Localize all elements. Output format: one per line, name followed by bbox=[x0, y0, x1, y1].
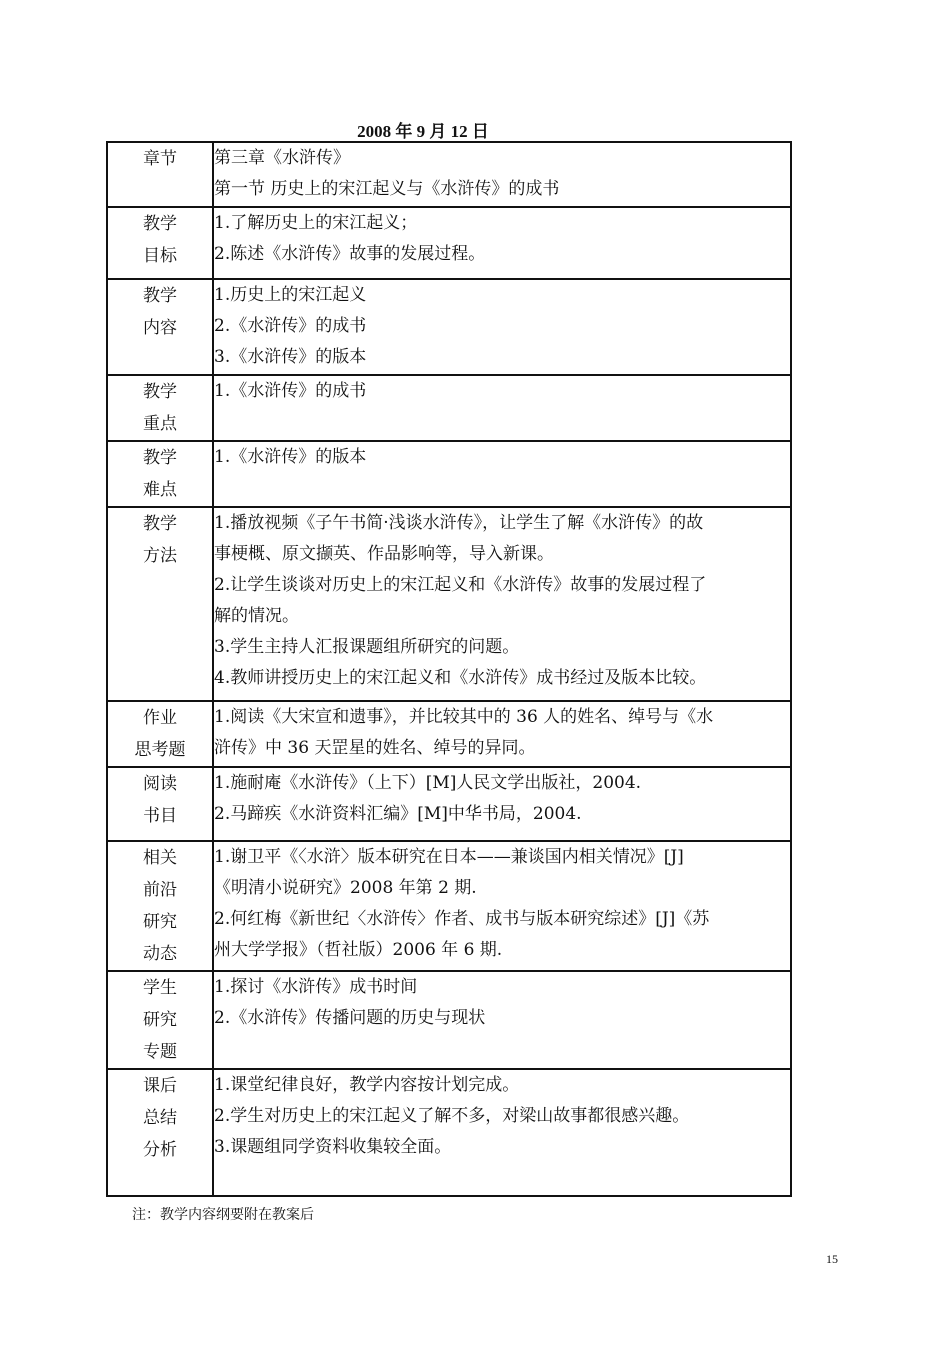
row-content-line: 1.历史上的宋江起义 bbox=[214, 285, 367, 305]
table-row bbox=[107, 375, 791, 441]
row-content bbox=[213, 279, 791, 375]
row-content-line: 1.施耐庵《水浒传》（上下）[M]人民文学出版社，2004. bbox=[214, 773, 642, 793]
row-label bbox=[107, 1069, 213, 1196]
row-content bbox=[213, 207, 791, 279]
row-content bbox=[213, 441, 791, 507]
row-content bbox=[213, 142, 791, 207]
page-number: 15 bbox=[826, 1252, 838, 1266]
row-content-line: 2.马蹄疾《水浒资料汇编》[M]中华书局，2004. bbox=[214, 804, 582, 824]
row-content-line: 《明清小说研究》2008 年第 2 期. bbox=[214, 878, 477, 898]
row-label-line: 研究 bbox=[143, 912, 177, 932]
row-content-line: 1.了解历史上的宋江起义； bbox=[214, 213, 418, 233]
table-row bbox=[107, 1069, 791, 1196]
table-row bbox=[107, 142, 791, 207]
row-content-line: 2.学生对历史上的宋江起义了解不多，对梁山故事都很感兴趣。 bbox=[214, 1106, 690, 1126]
row-label-line: 方法 bbox=[143, 546, 177, 566]
row-content bbox=[213, 701, 791, 767]
row-label bbox=[107, 279, 213, 375]
row-label bbox=[107, 441, 213, 507]
row-content bbox=[213, 767, 791, 841]
row-content-line: 3.课题组同学资料收集较全面。 bbox=[214, 1137, 452, 1157]
row-content-line: 3.《水浒传》的版本 bbox=[214, 347, 367, 367]
row-label-line: 目标 bbox=[143, 246, 177, 266]
row-label-line: 学生 bbox=[143, 978, 177, 998]
row-label-line: 研究 bbox=[143, 1010, 177, 1030]
row-label-line: 相关 bbox=[143, 848, 177, 868]
row-content-line: 2.《水浒传》的成书 bbox=[214, 316, 367, 336]
table-row bbox=[107, 507, 791, 701]
footnote: 注：教学内容纲要附在教案后 bbox=[132, 1207, 314, 1223]
row-label-line: 重点 bbox=[143, 414, 177, 434]
table-row bbox=[107, 971, 791, 1069]
row-content-line: 解的情况。 bbox=[214, 606, 299, 626]
row-content-line: 2.《水浒传》传播问题的历史与现状 bbox=[214, 1008, 486, 1028]
row-content-line: 1.播放视频《子午书简·浅谈水浒传》，让学生了解《水浒传》的故 bbox=[214, 513, 704, 533]
row-content-line: 1.谢卫平《〈水浒〉版本研究在日本——兼谈国内相关情况》[J] bbox=[214, 847, 684, 867]
row-content-line: 1.课堂纪律良好，教学内容按计划完成。 bbox=[214, 1075, 520, 1095]
row-content bbox=[213, 375, 791, 441]
row-content-line: 2.陈述《水浒传》故事的发展过程。 bbox=[214, 244, 486, 264]
row-label bbox=[107, 767, 213, 841]
row-content-line: 州大学学报》（哲社版）2006 年 6 期. bbox=[214, 940, 503, 960]
row-label-line: 教学 bbox=[143, 382, 177, 402]
row-content-line: 2.让学生谈谈对历史上的宋江起义和《水浒传》故事的发展过程了 bbox=[214, 575, 707, 595]
row-label-line: 阅读 bbox=[143, 774, 177, 794]
row-label bbox=[107, 142, 213, 207]
row-label-line: 作业 bbox=[143, 708, 177, 728]
row-content-line: 3.学生主持人汇报课题组所研究的问题。 bbox=[214, 637, 520, 657]
row-label bbox=[107, 507, 213, 701]
row-label-line: 章节 bbox=[143, 149, 177, 169]
row-label-line: 分析 bbox=[143, 1140, 177, 1160]
row-label-line: 教学 bbox=[143, 448, 177, 468]
row-label-line: 教学 bbox=[143, 214, 177, 234]
row-content-line: 2.何红梅《新世纪〈水浒传〉作者、成书与版本研究综述》[J]《苏 bbox=[214, 909, 710, 929]
lesson-plan-table bbox=[106, 141, 792, 1197]
lesson-plan-body bbox=[107, 142, 791, 1196]
row-content-line: 4.教师讲授历史上的宋江起义和《水浒传》成书经过及版本比较。 bbox=[214, 668, 707, 688]
table-row bbox=[107, 701, 791, 767]
row-label-line: 难点 bbox=[143, 480, 177, 500]
row-label-line: 内容 bbox=[143, 318, 177, 338]
row-label-line: 思考题 bbox=[134, 740, 186, 760]
row-label bbox=[107, 375, 213, 441]
page-date: 2008 年 9 月 12 日 bbox=[357, 122, 489, 141]
row-label-line: 动态 bbox=[143, 944, 177, 964]
row-label-line: 课后 bbox=[143, 1076, 177, 1096]
row-content-line: 1.阅读《大宋宣和遗事》，并比较其中的 36 人的姓名、绰号与《水 bbox=[214, 707, 714, 727]
row-label bbox=[107, 971, 213, 1069]
row-content bbox=[213, 841, 791, 971]
row-content bbox=[213, 1069, 791, 1196]
row-label-line: 教学 bbox=[143, 286, 177, 306]
row-content-line: 1.《水浒传》的版本 bbox=[214, 447, 367, 467]
row-content-line: 1.《水浒传》的成书 bbox=[214, 381, 367, 401]
row-label-line: 教学 bbox=[143, 514, 177, 534]
row-content-line: 浒传》中 36 天罡星的姓名、绰号的异同。 bbox=[214, 738, 536, 758]
row-label-line: 书目 bbox=[143, 806, 177, 826]
table-row bbox=[107, 279, 791, 375]
row-content-line: 第一节 历史上的宋江起义与《水浒传》的成书 bbox=[214, 179, 560, 199]
table-row bbox=[107, 767, 791, 841]
row-content-line: 1.探讨《水浒传》成书时间 bbox=[214, 977, 418, 997]
table-row bbox=[107, 441, 791, 507]
row-label bbox=[107, 701, 213, 767]
row-content bbox=[213, 507, 791, 701]
row-content-line: 第三章《水浒传》 bbox=[214, 148, 350, 168]
row-label-line: 专题 bbox=[143, 1042, 177, 1062]
row-label bbox=[107, 207, 213, 279]
row-label-line: 前沿 bbox=[143, 880, 177, 900]
table-row bbox=[107, 841, 791, 971]
table-row bbox=[107, 207, 791, 279]
row-content-line: 事梗概、原文撷英、作品影响等，导入新课。 bbox=[214, 544, 554, 564]
row-label-line: 总结 bbox=[143, 1108, 177, 1128]
row-label bbox=[107, 841, 213, 971]
row-content bbox=[213, 971, 791, 1069]
